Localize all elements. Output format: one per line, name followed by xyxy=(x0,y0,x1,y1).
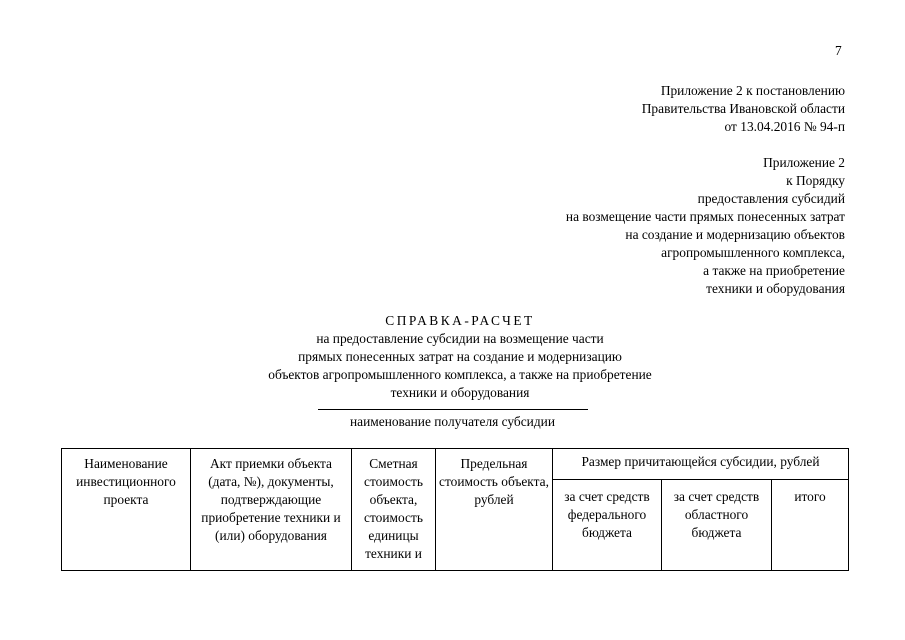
order-line: техники и оборудования xyxy=(706,281,845,296)
header-regional: за счет средств областного бюджета xyxy=(662,480,772,571)
recipient-caption: наименование получателя субсидии xyxy=(350,414,555,429)
appendix-note xyxy=(642,82,845,136)
header-subsidy-group: Размер причитающейся субсидии, рублей xyxy=(553,449,849,480)
order-line: на возмещение части прямых понесенных затрат xyxy=(565,209,845,224)
recipient-name-line xyxy=(318,409,588,410)
subtitle-line: на предоставление субсидии на возмещение части xyxy=(316,331,604,346)
order-line: агропромышленного комплекса, xyxy=(661,245,845,260)
table-header-row xyxy=(62,449,849,480)
header-limit: Предельная стоимость объекта, рублей xyxy=(436,449,553,571)
order-line: а также на приобретение xyxy=(703,263,845,278)
header-estimate: Сметная стоимость объекта, стоимость единицы техники и xyxy=(352,449,436,571)
header-federal: за счет средств федерального бюджета xyxy=(553,480,662,571)
header-act: Акт приемки объекта (дата, №), документы, подтверждающие приобретение техники и (или) оборудования xyxy=(191,449,352,571)
subtitle-line: прямых понесенных затрат на создание и модернизацию xyxy=(298,349,622,364)
document-title: СПРАВКА-РАСЧЕТ xyxy=(385,313,535,328)
order-note xyxy=(566,154,845,298)
subsidy-table xyxy=(61,448,849,571)
page-number: 7 xyxy=(835,43,842,58)
subtitle-line: объектов агропромышленного комплекса, а также на приобретение xyxy=(268,367,652,382)
subtitle-line: техники и оборудования xyxy=(390,385,530,400)
appendix-line: Приложение 2 к постановлению xyxy=(660,83,845,98)
order-line: Приложение 2 xyxy=(763,155,845,170)
order-line: на создание и модернизацию объектов xyxy=(625,227,845,242)
order-line: предоставления субсидий xyxy=(697,191,845,206)
header-project: Наименование инвестиционного проекта xyxy=(62,449,191,571)
order-line: к Порядку xyxy=(786,173,845,188)
appendix-line: от 13.04.2016 № 94-п xyxy=(724,119,845,134)
title-block xyxy=(110,312,810,402)
header-total: итого xyxy=(772,480,849,571)
appendix-line: Правительства Ивановской области xyxy=(641,101,845,116)
